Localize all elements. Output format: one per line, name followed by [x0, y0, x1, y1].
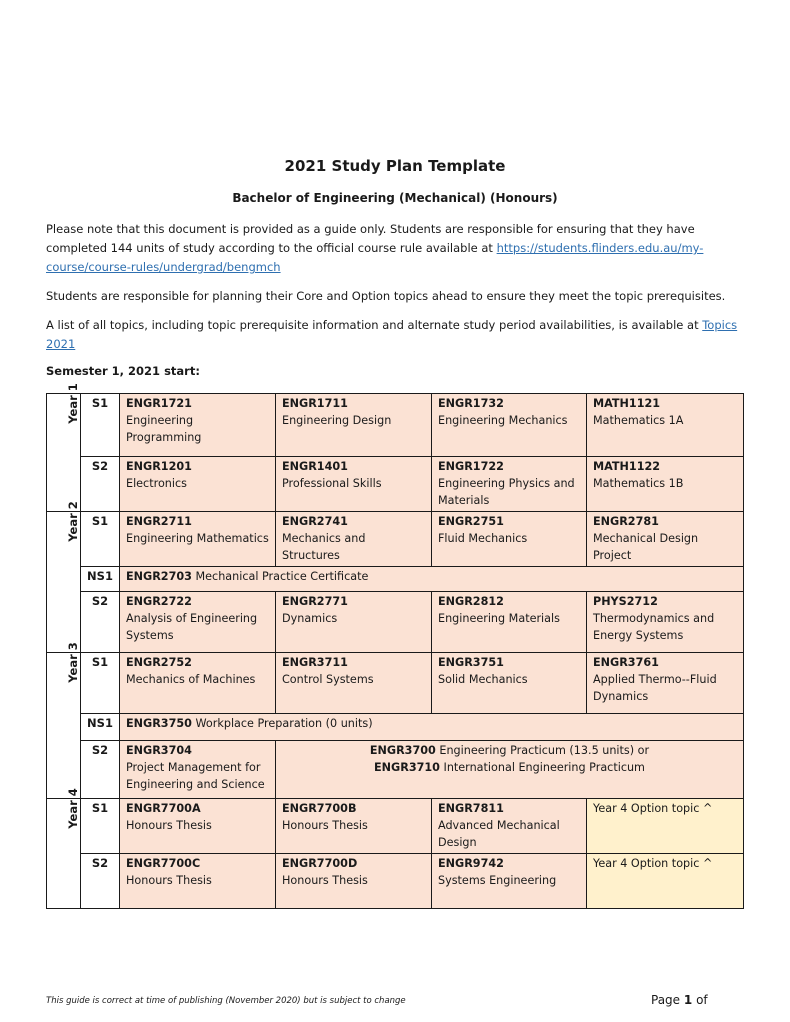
semester-label: S2 [81, 457, 120, 512]
topic-cell [587, 457, 744, 512]
topic-code: MATH1122 [593, 460, 661, 473]
topic-code: ENGR2711 [126, 515, 192, 528]
topic-cell [120, 653, 276, 714]
footer-disclaimer: This guide is correct at time of publishing (November 2020) but is subject to change [46, 996, 406, 1006]
topic-code: ENGR1711 [282, 397, 348, 410]
table-row [47, 592, 744, 653]
table-row [47, 567, 744, 592]
topic-name: Mathematics 1A [593, 414, 684, 427]
practicum-cell [276, 741, 744, 799]
year-1-label: Year 1 [47, 394, 81, 512]
semester-label: S1 [81, 799, 120, 854]
table-row [47, 854, 744, 909]
topics-text: A list of all topics, including topic prerequisite information and alternate study period availabilities, is available at [46, 318, 703, 332]
topic-cell [276, 394, 432, 457]
topics-paragraph [46, 316, 746, 354]
topic-cell [432, 512, 587, 567]
semester-label: S2 [81, 854, 120, 909]
table-row [47, 741, 744, 799]
semester-label: NS1 [81, 567, 120, 592]
topic-name: Mathematics 1B [593, 477, 684, 490]
topic-name: Mechanical Practice Certificate [191, 570, 369, 583]
option-topic-cell: Year 4 Option topic ^ [587, 854, 744, 909]
start-label: Semester 1, 2021 start: [46, 364, 200, 378]
topic-code: ENGR7700B [282, 802, 357, 815]
topic-code: ENGR2741 [282, 515, 348, 528]
topic-name: Mechanics of Machines [126, 673, 256, 686]
topic-code: ENGR2703 [126, 570, 192, 583]
topic-cell [587, 512, 744, 567]
topic-code: ENGR2771 [282, 595, 348, 608]
topic-code: ENGR2722 [126, 595, 192, 608]
topic-cell [276, 854, 432, 909]
topic-code: PHYS2712 [593, 595, 658, 608]
topic-code: ENGR3711 [282, 656, 348, 669]
topic-code: ENGR3710 [374, 761, 440, 774]
topic-cell [432, 592, 587, 653]
topic-code: ENGR3761 [593, 656, 659, 669]
document-subtitle: Bachelor of Engineering (Mechanical) (Honours) [232, 191, 558, 205]
topic-name: Engineering Materials [438, 612, 560, 625]
practicum-option [282, 759, 737, 776]
topic-cell [587, 653, 744, 714]
topic-cell [276, 512, 432, 567]
topic-cell [120, 854, 276, 909]
year-3-label: Year 3 [47, 653, 81, 799]
topic-cell [276, 592, 432, 653]
document-title: 2021 Study Plan Template [284, 157, 506, 175]
topic-code: ENGR1721 [126, 397, 192, 410]
topic-code: ENGR7811 [438, 802, 504, 815]
topic-name: Electronics [126, 477, 187, 490]
semester-label: S2 [81, 592, 120, 653]
topic-cell [120, 512, 276, 567]
prerequisite-paragraph: Students are responsible for planning their Core and Option topics ahead to ensure they meet the topic prerequisites. [46, 289, 726, 303]
semester-label: S1 [81, 653, 120, 714]
semester-label: S1 [81, 394, 120, 457]
topics-2021-link[interactable]: Topics 2021 [46, 318, 738, 351]
topic-code: ENGR2812 [438, 595, 504, 608]
topic-cell [276, 799, 432, 854]
intro-text: Please note that this document is provided as a guide only. Students are responsible for ensuring that they have completed 144 units of study according to the official course rule available at [46, 222, 695, 255]
topic-cell [432, 457, 587, 512]
topic-code: ENGR2781 [593, 515, 659, 528]
topic-name: Honours Thesis [282, 819, 368, 832]
table-row [47, 457, 744, 512]
topic-cell [120, 741, 276, 799]
topic-cell [120, 457, 276, 512]
topic-name: Project Management for Engineering and Science [126, 761, 265, 791]
topic-name: Solid Mechanics [438, 673, 528, 686]
topic-name: Professional Skills [282, 477, 382, 490]
topic-code: ENGR2751 [438, 515, 504, 528]
semester-label: S1 [81, 512, 120, 567]
topic-name: International Engineering Practicum [439, 761, 645, 774]
table-row [47, 394, 744, 457]
topic-name: Mechanical Design Project [593, 532, 699, 562]
practicum-option [282, 742, 737, 759]
topic-name: Engineering Mathematics [126, 532, 269, 545]
topic-name: Advanced Mechanical Design [438, 819, 560, 849]
topic-code: ENGR1732 [438, 397, 504, 410]
course-rule-link[interactable]: https://students.flinders.edu.au/my-course/course-rules/undergrad/bengmch [46, 241, 704, 274]
topic-code: ENGR3700 [369, 744, 436, 757]
topic-cell [120, 799, 276, 854]
page-number: Page 1 of [651, 993, 708, 1007]
topic-name: Dynamics [282, 612, 338, 625]
topic-name: Thermodynamics and Energy Systems [593, 612, 715, 642]
topic-name: Analysis of Engineering Systems [126, 612, 258, 642]
topic-code: ENGR7700A [126, 802, 201, 815]
topic-name: Engineering Mechanics [438, 414, 568, 427]
year-2-label: Year 2 [47, 512, 81, 653]
topic-cell [432, 394, 587, 457]
topic-name: Systems Engineering [438, 874, 557, 887]
topic-name: Engineering Practicum (13.5 units) or [435, 744, 650, 757]
non-standard-topic-cell [120, 714, 744, 741]
topic-name: Honours Thesis [282, 874, 368, 887]
non-standard-topic-cell [120, 567, 744, 592]
table-row [47, 714, 744, 741]
topic-code: ENGR3750 [126, 717, 192, 730]
study-plan-table [46, 383, 744, 909]
table-row [47, 653, 744, 714]
topic-cell [587, 592, 744, 653]
topic-code: ENGR3751 [438, 656, 504, 669]
option-topic-cell: Year 4 Option topic ^ [587, 799, 744, 854]
topic-name: Control Systems [282, 673, 374, 686]
semester-label: S2 [81, 741, 120, 799]
topic-cell [120, 394, 276, 457]
topic-code: ENGR1401 [282, 460, 348, 473]
table-row [47, 799, 744, 854]
topic-name: Engineering Programming [126, 414, 202, 444]
topic-code: ENGR7700D [282, 857, 358, 870]
year-4-label: Year 4 [47, 799, 81, 909]
topic-cell [432, 653, 587, 714]
topic-name: Honours Thesis [126, 819, 212, 832]
topic-name: Workplace Preparation (0 units) [191, 717, 373, 730]
intro-paragraph [46, 220, 746, 277]
topic-name: Fluid Mechanics [438, 532, 528, 545]
topic-cell [276, 653, 432, 714]
topic-code: ENGR2752 [126, 656, 192, 669]
topic-name: Mechanics and Structures [282, 532, 366, 562]
topic-name: Applied Thermo--Fluid Dynamics [593, 673, 717, 703]
topic-name: Engineering Physics and Materials [438, 477, 575, 507]
topic-code: MATH1121 [593, 397, 661, 410]
topic-cell [432, 854, 587, 909]
topic-cell [120, 592, 276, 653]
topic-code: ENGR9742 [438, 857, 504, 870]
topic-code: ENGR1201 [126, 460, 192, 473]
topic-cell [276, 457, 432, 512]
table-row [47, 512, 744, 567]
topic-cell [587, 394, 744, 457]
topic-code: ENGR7700C [126, 857, 201, 870]
topic-name: Honours Thesis [126, 874, 212, 887]
topic-code: ENGR3704 [126, 744, 192, 757]
topic-code: ENGR1722 [438, 460, 504, 473]
semester-label: NS1 [81, 714, 120, 741]
topic-cell [432, 799, 587, 854]
topic-name: Engineering Design [282, 414, 392, 427]
